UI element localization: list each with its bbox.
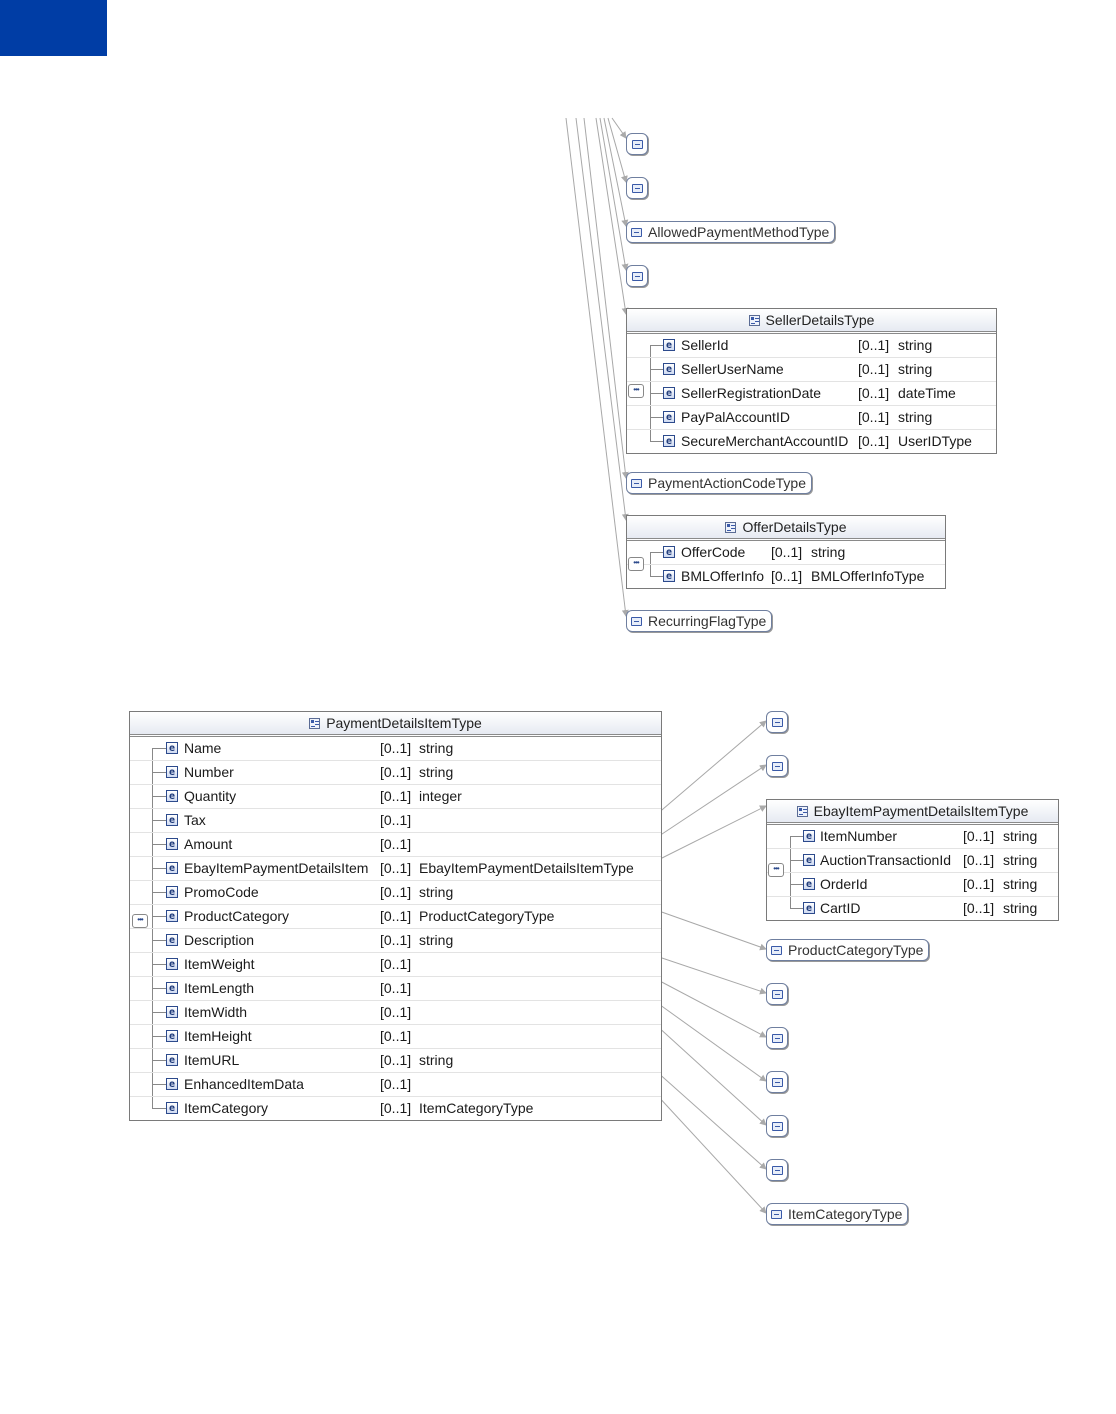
- tree-connector: [650, 369, 663, 370]
- element-icon: e: [663, 411, 675, 423]
- element-row[interactable]: [130, 1049, 661, 1073]
- element-multiplicity: [0..1]: [380, 1052, 412, 1068]
- element-icon: e: [663, 339, 675, 351]
- type-icon: [725, 522, 736, 533]
- tree-connector: [152, 892, 166, 893]
- sequence-icon: •••: [628, 384, 644, 398]
- tree-connector: [650, 345, 663, 346]
- element-multiplicity: [0..1]: [858, 361, 890, 377]
- element-type: string: [419, 1052, 454, 1068]
- element-row[interactable]: [130, 953, 661, 977]
- recurring-flag-type[interactable]: RecurringFlagType: [626, 610, 772, 632]
- element-type: string: [1003, 852, 1038, 868]
- element-type: BMLOfferInfoType: [811, 568, 925, 584]
- tree-connector: [152, 868, 166, 869]
- element-type: ProductCategoryType: [419, 908, 555, 924]
- simple-type-icon: [631, 617, 642, 626]
- element-name: PayPalAccountID: [681, 409, 790, 425]
- element-icon: e: [166, 862, 178, 874]
- element-icon: e: [166, 838, 178, 850]
- element-name: ItemWeight: [184, 956, 255, 972]
- anonymous-simple-type-item-height[interactable]: [766, 1115, 788, 1137]
- element-multiplicity: [0..1]: [858, 433, 890, 449]
- element-icon: e: [166, 934, 178, 946]
- element-name: EbayItemPaymentDetailsItem: [184, 860, 369, 876]
- element-name: Quantity: [184, 788, 237, 804]
- simple-type-icon: [772, 990, 783, 999]
- element-row[interactable]: [627, 430, 996, 453]
- element-icon: e: [803, 902, 815, 914]
- allowed-payment-method-type[interactable]: AllowedPaymentMethodType: [626, 221, 835, 243]
- element-multiplicity: [0..1]: [858, 409, 890, 425]
- element-type: string: [419, 740, 454, 756]
- element-icon: e: [166, 1054, 178, 1066]
- product-category-type[interactable]: ProductCategoryType: [766, 939, 929, 961]
- element-type: integer: [419, 788, 462, 804]
- element-multiplicity: [0..1]: [380, 812, 412, 828]
- anonymous-simple-type-enhanced-item-data[interactable]: [766, 1159, 788, 1181]
- simple-type-icon: [631, 228, 642, 237]
- anonymous-simple-type-1[interactable]: [626, 133, 648, 155]
- element-name: Description: [184, 932, 255, 948]
- seller-details-rows: [627, 334, 996, 453]
- element-icon: e: [166, 742, 178, 754]
- element-icon: e: [166, 1102, 178, 1114]
- element-name: Tax: [184, 812, 206, 828]
- type-icon: [309, 718, 320, 729]
- seller-details-type-box[interactable]: [626, 308, 997, 454]
- tree-connector: [152, 1108, 166, 1109]
- tree-connector: [152, 1084, 166, 1085]
- tree-connector: [650, 393, 663, 394]
- element-row[interactable]: [767, 897, 1058, 920]
- tree-connector: [152, 796, 166, 797]
- element-type: string: [898, 361, 933, 377]
- element-name: ItemURL: [184, 1052, 240, 1068]
- element-type: string: [898, 409, 933, 425]
- element-multiplicity: [0..1]: [380, 764, 412, 780]
- ebay-item-payment-details-item-type-header: EbayItemPaymentDetailsItemType: [767, 800, 1058, 825]
- element-name: ItemWidth: [184, 1004, 248, 1020]
- offer-details-rows: [627, 541, 945, 588]
- element-multiplicity: [0..1]: [380, 1004, 412, 1020]
- simple-type-icon: [772, 1122, 783, 1131]
- element-row[interactable]: [130, 929, 661, 953]
- sequence-icon: •••: [132, 914, 148, 928]
- element-type: string: [811, 544, 846, 560]
- element-name: AuctionTransactionId: [820, 852, 951, 868]
- element-type: dateTime: [898, 385, 956, 401]
- element-row[interactable]: [627, 406, 996, 430]
- tree-connector: [790, 836, 803, 837]
- element-icon: e: [166, 910, 178, 922]
- simple-type-icon: [632, 184, 643, 193]
- simple-type-icon: [771, 1210, 782, 1219]
- tree-connector: [152, 820, 166, 821]
- tree-connector: [152, 1060, 166, 1061]
- element-multiplicity: [0..1]: [963, 876, 995, 892]
- element-name: OfferCode: [681, 544, 746, 560]
- element-multiplicity: [0..1]: [771, 544, 803, 560]
- element-row[interactable]: [627, 565, 945, 588]
- anonymous-simple-type-tax[interactable]: [766, 711, 788, 733]
- anonymous-simple-type-item-weight[interactable]: [766, 983, 788, 1005]
- tree-connector: [790, 908, 803, 909]
- element-type: UserIDType: [898, 433, 972, 449]
- element-type: string: [419, 932, 454, 948]
- sequence-icon: •••: [768, 863, 784, 877]
- element-icon: e: [803, 830, 815, 842]
- element-multiplicity: [0..1]: [858, 385, 890, 401]
- element-multiplicity: [0..1]: [380, 980, 412, 996]
- anonymous-simple-type-2[interactable]: [626, 177, 648, 199]
- tree-connector: [152, 748, 166, 749]
- tree-connector: [790, 836, 791, 848]
- element-icon: e: [166, 790, 178, 802]
- tree-connector: [790, 860, 803, 861]
- element-name: Name: [184, 740, 222, 756]
- element-multiplicity: [0..1]: [380, 788, 412, 804]
- element-icon: e: [803, 878, 815, 890]
- element-multiplicity: [0..1]: [380, 860, 412, 876]
- payment-details-item-type-box[interactable]: [129, 711, 662, 1121]
- simple-type-icon: [772, 1166, 783, 1175]
- element-type: string: [1003, 900, 1038, 916]
- tree-connector: [152, 844, 166, 845]
- element-type: string: [419, 764, 454, 780]
- element-type: string: [898, 337, 933, 353]
- element-multiplicity: [0..1]: [380, 1028, 412, 1044]
- tree-connector: [650, 417, 663, 418]
- element-name: SellerId: [681, 337, 729, 353]
- element-icon: e: [166, 1078, 178, 1090]
- element-row[interactable]: [130, 785, 661, 809]
- element-multiplicity: [0..1]: [380, 1076, 412, 1092]
- payment-details-item-rows: [130, 737, 661, 1120]
- element-icon: e: [663, 387, 675, 399]
- element-name: SellerUserName: [681, 361, 784, 377]
- element-icon: e: [166, 1006, 178, 1018]
- element-row[interactable]: [627, 358, 996, 382]
- element-name: EnhancedItemData: [184, 1076, 304, 1092]
- element-icon: e: [166, 766, 178, 778]
- element-type: string: [1003, 828, 1038, 844]
- element-multiplicity: [0..1]: [380, 908, 412, 924]
- tree-connector: [650, 552, 651, 564]
- element-row[interactable]: [130, 1025, 661, 1049]
- simple-type-icon: [632, 140, 643, 149]
- element-row[interactable]: [767, 825, 1058, 849]
- seller-details-type-header: SellerDetailsType: [627, 309, 996, 334]
- tree-connector: [152, 916, 166, 917]
- tree-connector: [650, 552, 663, 553]
- anonymous-simple-type-item-width[interactable]: [766, 1071, 788, 1093]
- element-row[interactable]: [767, 849, 1058, 873]
- element-multiplicity: [0..1]: [380, 884, 412, 900]
- element-icon: e: [166, 1030, 178, 1042]
- anonymous-simple-type-amount[interactable]: [766, 755, 788, 777]
- simple-type-icon: [772, 762, 783, 771]
- simple-type-icon: [772, 1078, 783, 1087]
- element-row[interactable]: [627, 334, 996, 358]
- element-row[interactable]: [627, 541, 945, 565]
- tree-connector: [650, 576, 663, 577]
- element-row[interactable]: [130, 905, 661, 929]
- tree-connector: [650, 345, 651, 357]
- element-multiplicity: [0..1]: [963, 852, 995, 868]
- element-name: ItemHeight: [184, 1028, 252, 1044]
- tree-connector: [152, 772, 166, 773]
- ebay-item-rows: [767, 825, 1058, 920]
- element-multiplicity: [0..1]: [380, 1100, 412, 1116]
- element-icon: e: [166, 982, 178, 994]
- element-multiplicity: [0..1]: [380, 740, 412, 756]
- simple-type-icon: [631, 479, 642, 488]
- element-icon: e: [166, 958, 178, 970]
- element-multiplicity: [0..1]: [380, 932, 412, 948]
- element-multiplicity: [0..1]: [771, 568, 803, 584]
- ebay-item-payment-details-item-type-box[interactable]: [766, 799, 1059, 921]
- tree-connector: [650, 441, 663, 442]
- element-icon: e: [663, 435, 675, 447]
- element-icon: e: [166, 814, 178, 826]
- element-name: BMLOfferInfo: [681, 568, 765, 584]
- offer-details-type-box[interactable]: [626, 515, 946, 589]
- payment-action-code-type[interactable]: PaymentActionCodeType: [626, 472, 812, 494]
- tree-connector: [152, 1036, 166, 1037]
- tree-connector: [152, 940, 166, 941]
- payment-details-item-type-header: PaymentDetailsItemType: [130, 712, 661, 737]
- element-row[interactable]: [130, 737, 661, 761]
- item-category-type[interactable]: ItemCategoryType: [766, 1203, 908, 1225]
- element-row[interactable]: [767, 873, 1058, 897]
- tree-connector: [790, 884, 803, 885]
- element-name: Number: [184, 764, 234, 780]
- tree-connector: [152, 964, 166, 965]
- element-row[interactable]: [130, 1001, 661, 1025]
- element-multiplicity: [0..1]: [380, 836, 412, 852]
- element-multiplicity: [0..1]: [858, 337, 890, 353]
- simple-type-icon: [771, 946, 782, 955]
- element-icon: e: [166, 886, 178, 898]
- element-type: string: [1003, 876, 1038, 892]
- element-name: ItemCategory: [184, 1100, 269, 1116]
- element-name: Amount: [184, 836, 233, 852]
- element-row[interactable]: [130, 1097, 661, 1120]
- element-row[interactable]: [130, 761, 661, 785]
- element-row[interactable]: [130, 809, 661, 833]
- element-type: EbayItemPaymentDetailsItemType: [419, 860, 634, 876]
- tree-connector: [152, 748, 153, 760]
- element-row[interactable]: [627, 382, 996, 406]
- element-type: ItemCategoryType: [419, 1100, 534, 1116]
- element-icon: e: [803, 854, 815, 866]
- tree-connector: [152, 988, 166, 989]
- element-icon: e: [663, 546, 675, 558]
- element-row[interactable]: [130, 881, 661, 905]
- simple-type-icon: [772, 718, 783, 727]
- element-name: ItemNumber: [820, 828, 898, 844]
- simple-type-icon: [772, 1034, 783, 1043]
- element-row[interactable]: [130, 833, 661, 857]
- element-row[interactable]: [130, 857, 661, 881]
- element-type: string: [419, 884, 454, 900]
- anonymous-simple-type-item-length[interactable]: [766, 1027, 788, 1049]
- element-icon: e: [663, 570, 675, 582]
- element-name: ItemLength: [184, 980, 255, 996]
- element-name: OrderId: [820, 876, 868, 892]
- sequence-icon: •••: [628, 557, 644, 571]
- element-name: PromoCode: [184, 884, 259, 900]
- type-icon: [797, 806, 808, 817]
- element-name: CartID: [820, 900, 861, 916]
- element-name: SellerRegistrationDate: [681, 385, 822, 401]
- element-icon: e: [663, 363, 675, 375]
- element-name: ProductCategory: [184, 908, 290, 924]
- element-row[interactable]: [130, 977, 661, 1001]
- tree-connector: [152, 1012, 166, 1013]
- type-icon: [749, 315, 760, 326]
- element-multiplicity: [0..1]: [963, 900, 995, 916]
- element-row[interactable]: [130, 1073, 661, 1097]
- offer-details-type-header: OfferDetailsType: [627, 516, 945, 541]
- element-multiplicity: [0..1]: [380, 956, 412, 972]
- element-multiplicity: [0..1]: [963, 828, 995, 844]
- anonymous-simple-type-3[interactable]: [626, 265, 648, 287]
- element-name: SecureMerchantAccountID: [681, 433, 849, 449]
- simple-type-icon: [632, 272, 643, 281]
